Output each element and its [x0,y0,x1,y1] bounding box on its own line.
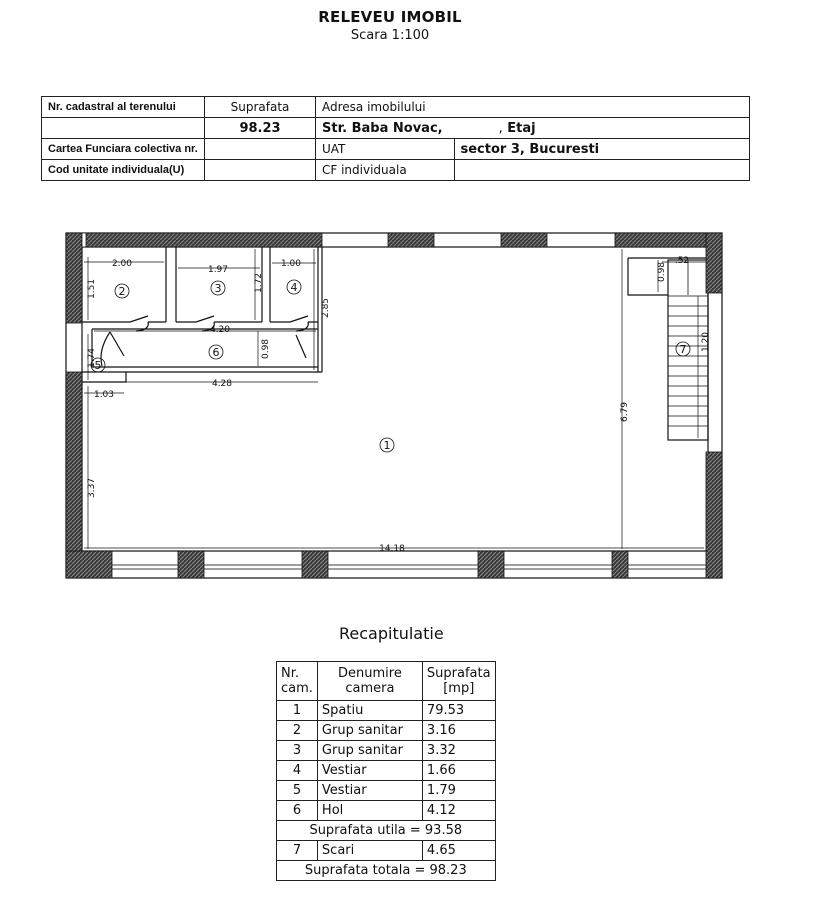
room-2-number: 2 [118,285,126,298]
dim-200: 2.00 [111,259,133,269]
door-6 [296,335,306,358]
table-row: 2 Grup sanitar 3.16 [277,721,496,741]
recap-header-area: Suprafata [mp] [422,662,495,701]
usable-area: Suprafata utila = 93.58 [277,821,496,841]
dim-100: 1.00 [280,259,302,269]
room-1-number: 1 [383,439,391,452]
recap-table [276,661,496,881]
dim-337: 3.37 [87,477,97,499]
recap-header-name: Denumire camera [317,662,422,701]
dim-197: 1.97 [207,265,229,275]
area-header: Suprafata [205,97,316,118]
room-circles [91,280,690,452]
table-row: 6 Hol 4.12 [277,801,496,821]
room-7-number: 7 [679,343,687,356]
room-3-number: 3 [214,282,222,295]
street-value: Str. Baba Novac, [322,120,443,136]
dim-103: 1.03 [93,390,115,400]
dim-428: 4.28 [211,379,233,389]
dim-679: 6.79 [620,401,630,423]
address-value: Str. Baba Novac, , Etaj [316,118,750,139]
scale-label: Scara 1:100 [350,28,430,43]
dim-052: .52 [674,256,690,266]
dim-420: 4.20 [209,325,231,335]
corridor-walls [82,329,322,372]
table-row: 7 Scari 4.65 [277,841,496,861]
address-header: Adresa imobilului [316,97,455,118]
dim-172: 1.72 [254,272,264,294]
dim-174: 1.74 [87,347,97,369]
table-row: 1 Spatiu 79.53 [277,701,496,721]
recap-header-nr: Nr. cam. [277,662,318,701]
door-5 [101,332,124,366]
total-area: Suprafata totala = 98.23 [277,861,496,881]
usable-area-row [277,821,496,841]
dim-151: 1.51 [87,278,97,300]
room-4-number: 4 [290,281,298,294]
vestiar-wall [82,372,126,382]
page-title: RELEVEU IMOBIL [318,8,462,26]
table-row: 4 Vestiar 1.66 [277,761,496,781]
floor-label: Etaj [507,120,536,136]
table-row: 5 Vestiar 1.79 [277,781,496,801]
uat-label: UAT [316,139,455,160]
land-book-label: Cartea Funciara colectiva nr. [42,139,205,160]
recap-title: Recapitulatie [339,624,444,643]
dim-1418: 14.18 [379,544,405,554]
dim-120: 1.20 [701,331,711,353]
room-6-number: 6 [212,346,220,359]
area-value: 98.23 [205,118,316,139]
uat-value: sector 3, Bucuresti [454,139,750,160]
cf-label: CF individuala [316,160,455,181]
dim-285: 2.85 [321,297,331,319]
dimension-lines [84,249,706,549]
dim-098: 0.98 [261,338,271,360]
table-row: 3 Grup sanitar 3.32 [277,741,496,761]
cadastral-label: Nr. cadastral al terenului [42,97,205,118]
unit-code-label: Cod unitate individuala(U) [42,160,205,181]
dim-098-stairs: 0.98 [657,261,667,283]
room-5-number: 5 [94,359,102,372]
total-area-row [277,861,496,881]
